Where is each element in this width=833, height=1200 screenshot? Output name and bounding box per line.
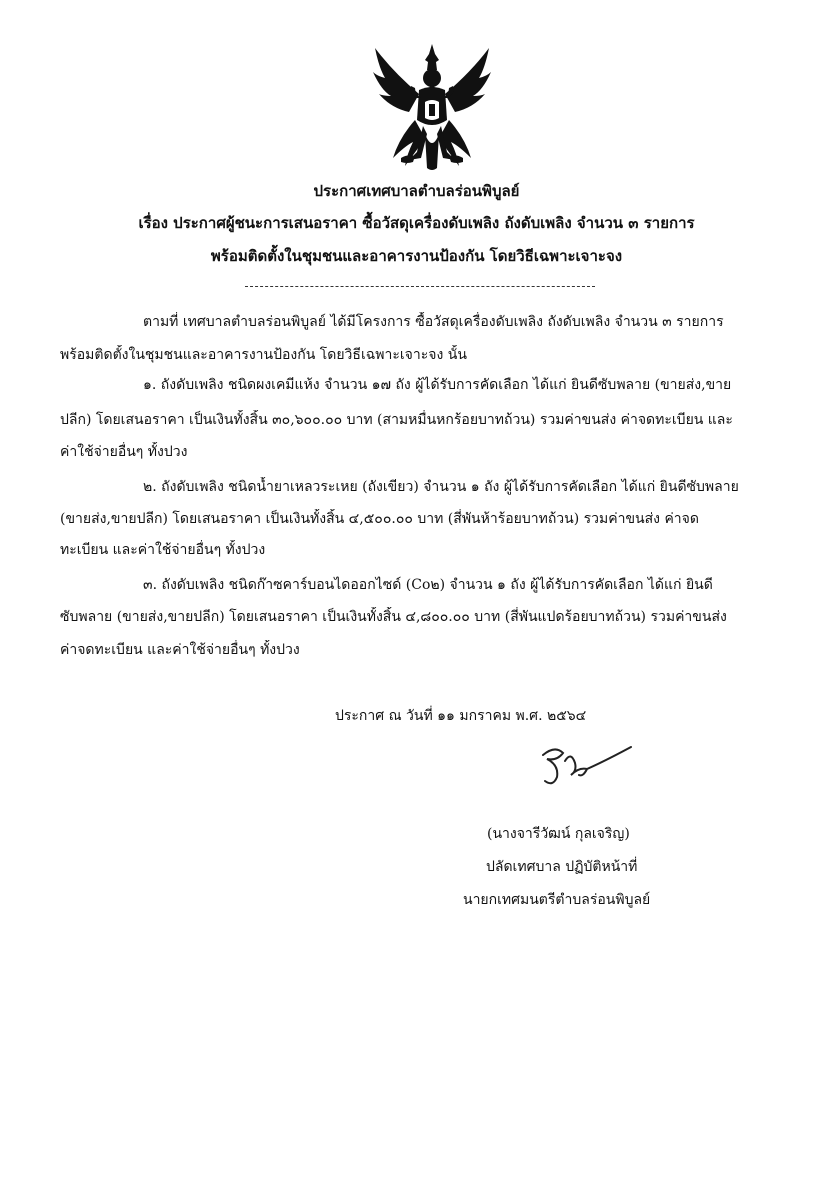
item2-line-2: (ขายส่ง,ขายปลีก) โดยเสนอราคา เป็นเงินทั้งสิ้น ๔,๕๐๐.๐๐ บาท (สี่พันห้าร้อยบาทถ้วน) รวมค่าขนส่ง ค่าจด	[60, 511, 699, 527]
intro-line-2: พร้อมติดตั้งในชุมชนและอาคารงานป้องกัน โดยวิธีเฉพาะเจาะจง นั้น	[60, 347, 467, 363]
intro-line-1: ตามที่ เทศบาลตำบลร่อนพิบูลย์ ได้มีโครงการ ซื้อวัสดุเครื่องดับเพลิง ถังดับเพลิง จำนวน ๓ รายการ	[143, 314, 724, 330]
signatory-position-1: ปลัดเทศบาล ปฏิบัติหน้าที่	[486, 859, 638, 875]
signatory-position-2: นายกเทศมนตรีตำบลร่อนพิบูลย์	[463, 892, 651, 908]
announcement-subject-line1: เรื่อง ประกาศผู้ชนะการเสนอราคา ซื้อวัสดุเครื่องดับเพลิง ถังดับเพลิง จำนวน ๓ รายการ	[138, 214, 695, 232]
announcement-date: ประกาศ ณ วันที่ ๑๑ มกราคม พ.ศ. ๒๕๖๔	[335, 708, 587, 724]
heading-divider	[245, 286, 595, 287]
announcement-subject-line2: พร้อมติดตั้งในชุมชนและอาคารงานป้องกัน โดยวิธีเฉพาะเจาะจง	[210, 247, 623, 265]
garuda-emblem-icon	[369, 42, 495, 174]
item1-line-2: ปลีก) โดยเสนอราคา เป็นเงินทั้งสิ้น ๓๐,๖๐๐.๐๐ บาท (สามหมื่นหกร้อยบาทถ้วน) รวมค่าขนส่ง ค่าจดทะเบียน และ	[60, 412, 733, 428]
item2-line-1: ๒. ถังดับเพลิง ชนิดน้ำยาเหลวระเหย (ถังเขียว) จำนวน ๑ ถัง ผู้ได้รับการคัดเลือก ได้แก่ ยินดีซับพลาย	[143, 479, 739, 495]
announcement-organization: ประกาศเทศบาลตำบลร่อนพิบูลย์	[313, 182, 520, 200]
item2-line-3: ทะเบียน และค่าใช้จ่ายอื่นๆ ทั้งปวง	[60, 542, 266, 558]
handwritten-signature-icon	[535, 741, 635, 793]
item3-line-1: ๓. ถังดับเพลิง ชนิดก๊าซคาร์บอนไดออกไซด์ (Co๒) จำนวน ๑ ถัง ผู้ได้รับการคัดเลือก ได้แก่ ยินดี	[143, 577, 713, 593]
item3-line-3: ค่าจดทะเบียน และค่าใช้จ่ายอื่นๆ ทั้งปวง	[60, 642, 300, 658]
signatory-name: (นางจารีวัฒน์ กุลเจริญ)	[487, 826, 630, 842]
item1-line-1: ๑. ถังดับเพลิง ชนิดผงเคมีแห้ง จำนวน ๑๗ ถัง ผู้ได้รับการคัดเลือก ได้แก่ ยินดีซับพลาย (ขายส่ง,ขาย	[143, 377, 732, 393]
item1-line-3: ค่าใช้จ่ายอื่นๆ ทั้งปวง	[60, 444, 188, 460]
item3-line-2: ซับพลาย (ขายส่ง,ขายปลีก) โดยเสนอราคา เป็นเงินทั้งสิ้น ๔,๘๐๐.๐๐ บาท (สี่พันแปดร้อยบาทถ้วน) รวมค่าขนส่ง	[60, 609, 727, 625]
